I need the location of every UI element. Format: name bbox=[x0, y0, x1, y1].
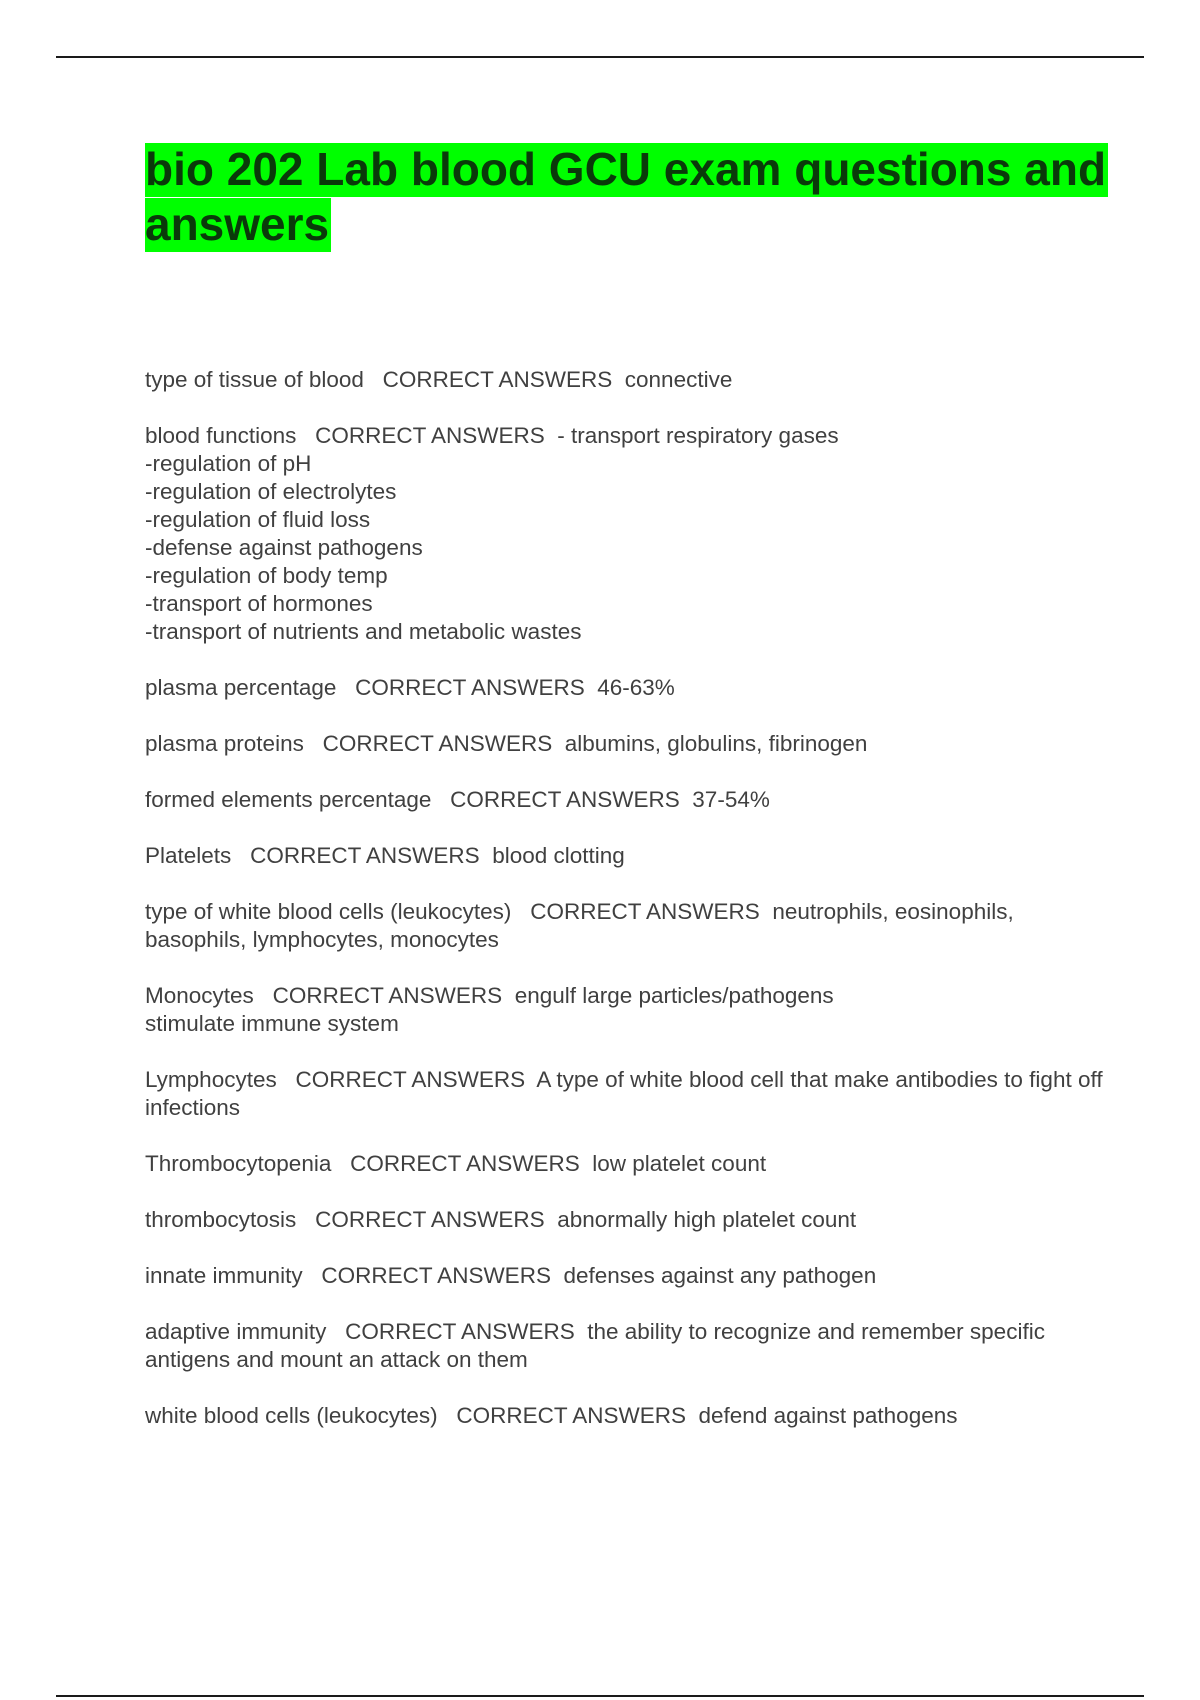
bottom-rule bbox=[56, 1695, 1144, 1697]
qa-item bbox=[145, 1318, 1105, 1374]
qa-item bbox=[145, 1150, 1105, 1178]
title-highlight: bio 202 Lab blood GCU exam questions and answers bbox=[145, 143, 1107, 250]
qa-item bbox=[145, 898, 1105, 954]
answer: abnormally high platelet count bbox=[557, 1207, 857, 1232]
top-rule bbox=[56, 56, 1144, 58]
qa-item bbox=[145, 982, 1105, 1038]
qa-item bbox=[145, 730, 1105, 758]
question: innate immunity bbox=[145, 1263, 303, 1288]
correct-answers-label: CORRECT ANSWERS bbox=[302, 1263, 564, 1288]
question: Thrombocytopenia bbox=[145, 1151, 332, 1176]
qa-item bbox=[145, 1262, 1105, 1290]
qa-item bbox=[145, 366, 1105, 394]
answer: defend against pathogens bbox=[698, 1403, 958, 1428]
question: Monocytes bbox=[145, 983, 254, 1008]
question: Platelets bbox=[145, 843, 232, 868]
correct-answers-label: CORRECT ANSWERS bbox=[303, 731, 565, 756]
qa-list bbox=[145, 366, 1109, 1458]
answer: blood clotting bbox=[492, 843, 625, 868]
correct-answers-label: CORRECT ANSWERS bbox=[331, 1151, 593, 1176]
correct-answers-label: CORRECT ANSWERS bbox=[437, 1403, 699, 1428]
qa-item bbox=[145, 1206, 1105, 1234]
answer: A type of white blood cell that make antibodies to fight off infections bbox=[145, 1067, 1109, 1120]
correct-answers-label: CORRECT ANSWERS bbox=[253, 983, 515, 1008]
qa-item bbox=[145, 1402, 1105, 1430]
correct-answers-label: CORRECT ANSWERS bbox=[511, 899, 773, 924]
qa-item bbox=[145, 1066, 1109, 1122]
correct-answers-label: CORRECT ANSWERS bbox=[296, 423, 558, 448]
qa-item bbox=[145, 842, 1105, 870]
correct-answers-label: CORRECT ANSWERS bbox=[363, 367, 625, 392]
question: thrombocytosis bbox=[145, 1207, 297, 1232]
correct-answers-label: CORRECT ANSWERS bbox=[326, 1319, 588, 1344]
question: adaptive immunity bbox=[145, 1319, 327, 1344]
answer: - transport respiratory gases -regulation of pH -regulation of electrolytes -regulation of fluid loss -defense against pathogens -regulation of body temp -transport of hormones -transport of nutrients and metabolic wastes bbox=[145, 423, 839, 644]
correct-answers-label: CORRECT ANSWERS bbox=[231, 843, 493, 868]
answer: 46-63% bbox=[597, 675, 675, 700]
question: type of white blood cells (leukocytes) bbox=[145, 899, 512, 924]
answer: the ability to recognize and remember specific antigens and mount an attack on them bbox=[145, 1319, 1052, 1372]
correct-answers-label: CORRECT ANSWERS bbox=[336, 675, 598, 700]
answer: defenses against any pathogen bbox=[563, 1263, 877, 1288]
qa-item bbox=[145, 786, 1105, 814]
question: formed elements percentage bbox=[145, 787, 432, 812]
question: plasma percentage bbox=[145, 675, 337, 700]
qa-item bbox=[145, 674, 1105, 702]
question: white blood cells (leukocytes) bbox=[145, 1403, 438, 1428]
answer: albumins, globulins, fibrinogen bbox=[564, 731, 868, 756]
document-title bbox=[145, 142, 1145, 252]
correct-answers-label: CORRECT ANSWERS bbox=[276, 1067, 537, 1092]
correct-answers-label: CORRECT ANSWERS bbox=[296, 1207, 558, 1232]
answer: connective bbox=[624, 367, 733, 392]
question: type of tissue of blood bbox=[145, 367, 364, 392]
qa-item bbox=[145, 422, 1105, 646]
answer: 37-54% bbox=[692, 787, 770, 812]
answer: neutrophils, eosinophils, basophils, lymphocytes, monocytes bbox=[145, 899, 1020, 952]
answer: low platelet count bbox=[592, 1151, 767, 1176]
question: plasma proteins bbox=[145, 731, 304, 756]
question: Lymphocytes bbox=[145, 1067, 277, 1092]
correct-answers-label: CORRECT ANSWERS bbox=[431, 787, 693, 812]
question: blood functions bbox=[145, 423, 297, 448]
answer: engulf large particles/pathogens stimulate immune system bbox=[145, 983, 834, 1036]
